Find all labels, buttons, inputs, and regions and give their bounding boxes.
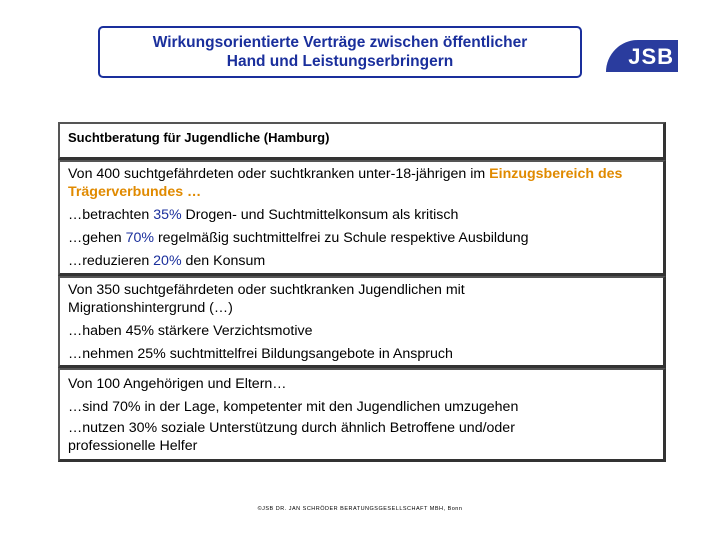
table-header: Suchtberatung für Jugendliche (Hamburg) bbox=[58, 122, 666, 160]
footer-copyright: ©JSB DR. JAN SCHRÖDER BERATUNGSGESELLSCHAFT MBH, Bonn bbox=[257, 506, 463, 512]
list-item: …haben 45% stärkere Verzichtsmotive bbox=[68, 323, 313, 339]
slide-title bbox=[98, 26, 582, 78]
section-youth bbox=[58, 160, 666, 276]
section-youth-intro bbox=[68, 165, 663, 201]
list-item: …nutzen 30% soziale Unterstützung durch ähnlich Betroffene und/oder professionelle Helfer bbox=[68, 420, 515, 454]
item-text: …reduzieren bbox=[68, 253, 154, 269]
title-line-1: Wirkungsorientierte Verträge zwischen öffentlicher bbox=[152, 34, 528, 51]
section-relatives bbox=[58, 368, 666, 462]
item-text: den Konsum bbox=[181, 253, 266, 269]
item-text: regelmäßig suchtmittelfrei zu Schule respektive Ausbildung bbox=[154, 230, 529, 246]
list-item bbox=[68, 204, 663, 227]
item-text: …betrachten bbox=[68, 207, 154, 223]
list-item: …nehmen 25% suchtmittelfrei Bildungsangebote in Anspruch bbox=[68, 346, 453, 362]
jsb-logo: JSB bbox=[606, 40, 678, 72]
intro-highlight: Einzugsbereich bbox=[489, 166, 595, 182]
item-text: …gehen bbox=[68, 230, 126, 246]
intro-highlight-continued: des Trägerverbundes … bbox=[68, 166, 623, 200]
percent-value: 70% bbox=[125, 230, 154, 246]
list-item: …sind 70% in der Lage, kompetenter mit den Jugendlichen umzugehen bbox=[68, 399, 519, 415]
list-item bbox=[68, 227, 663, 250]
title-line-2: Hand und Leistungserbringern bbox=[226, 53, 454, 70]
section-relatives-intro: Von 100 Angehörigen und Eltern… bbox=[68, 376, 287, 392]
percent-value: 20% bbox=[153, 253, 182, 269]
section-migration-intro: Von 350 suchtgefährdeten oder suchtkranken Jugendlichen mit Migrationshintergrund (…) bbox=[68, 282, 465, 316]
item-text: Drogen- und Suchtmittelkonsum als kritisch bbox=[181, 207, 459, 223]
list-item bbox=[68, 250, 663, 273]
section-migration bbox=[58, 276, 666, 368]
percent-value: 35% bbox=[153, 207, 182, 223]
intro-text: Von 400 suchtgefährdeten oder suchtkranken unter-18-jährigen im bbox=[68, 166, 490, 182]
